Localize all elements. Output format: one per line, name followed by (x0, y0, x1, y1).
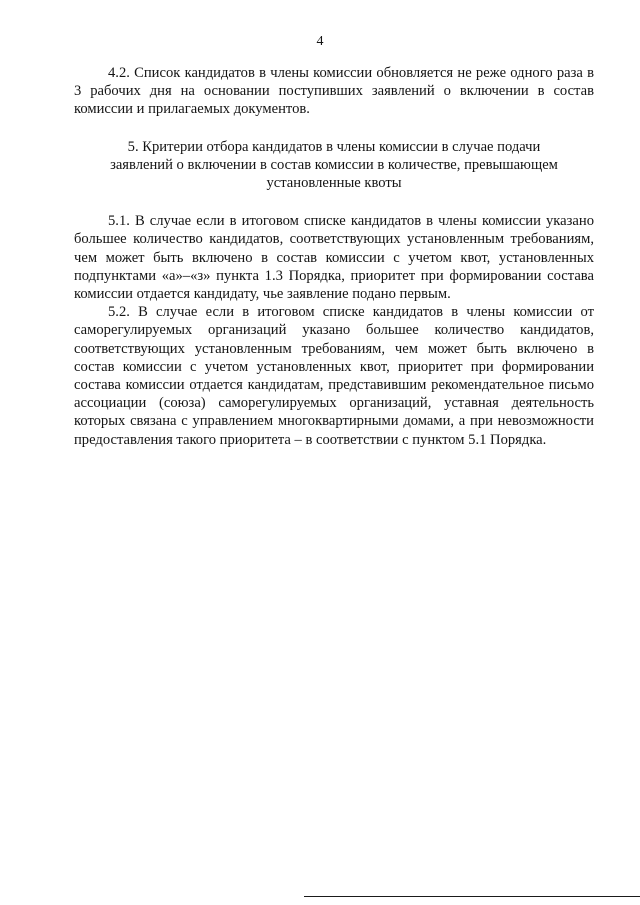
document-body (74, 64, 594, 449)
paragraph-5-1: 5.1. В случае если в итоговом списке кандидатов в члены комиссии указано большее количество кандидатов, соответствующих установленным требованиям, чем может быть включено в состав комиссии с учетом квот, установленных подпунктами «а»–«з» пункта 1.3 Порядка, приоритет при формировании состава комиссии отдается кандидату, чье заявление подано первым. (74, 213, 594, 303)
section-5-heading: 5. Критерии отбора кандидатов в члены комиссии в случае подачи заявлений о включении в состав комиссии в количестве, превышающем установленные квоты (110, 138, 558, 192)
paragraph-5-2: 5.2. В случае если в итоговом списке кандидатов в члены комиссии от саморегулируемых организаций указано большее количество кандидатов, соответствующих установленным требованиям, чем может быть включено в состав комиссии с учетом установленных квот, приоритет при формировании состава комиссии отдается кандидатам, представившим рекомендательное письмо ассоциации (союза) саморегулируемых организаций, уставная деятельность которых связана с управлением многоквартирными домами, а при невозможности предоставления такого приоритета – в соответствии с пунктом 5.1 Порядка. (74, 304, 594, 448)
bottom-divider-line (304, 896, 640, 897)
paragraph-4-2: 4.2. Список кандидатов в члены комиссии обновляется не реже одного раза в 3 рабочих дня на основании поступивших заявлений о включении в состав комиссии и прилагаемых документов. (74, 65, 594, 118)
page-number: 4 (316, 34, 324, 49)
